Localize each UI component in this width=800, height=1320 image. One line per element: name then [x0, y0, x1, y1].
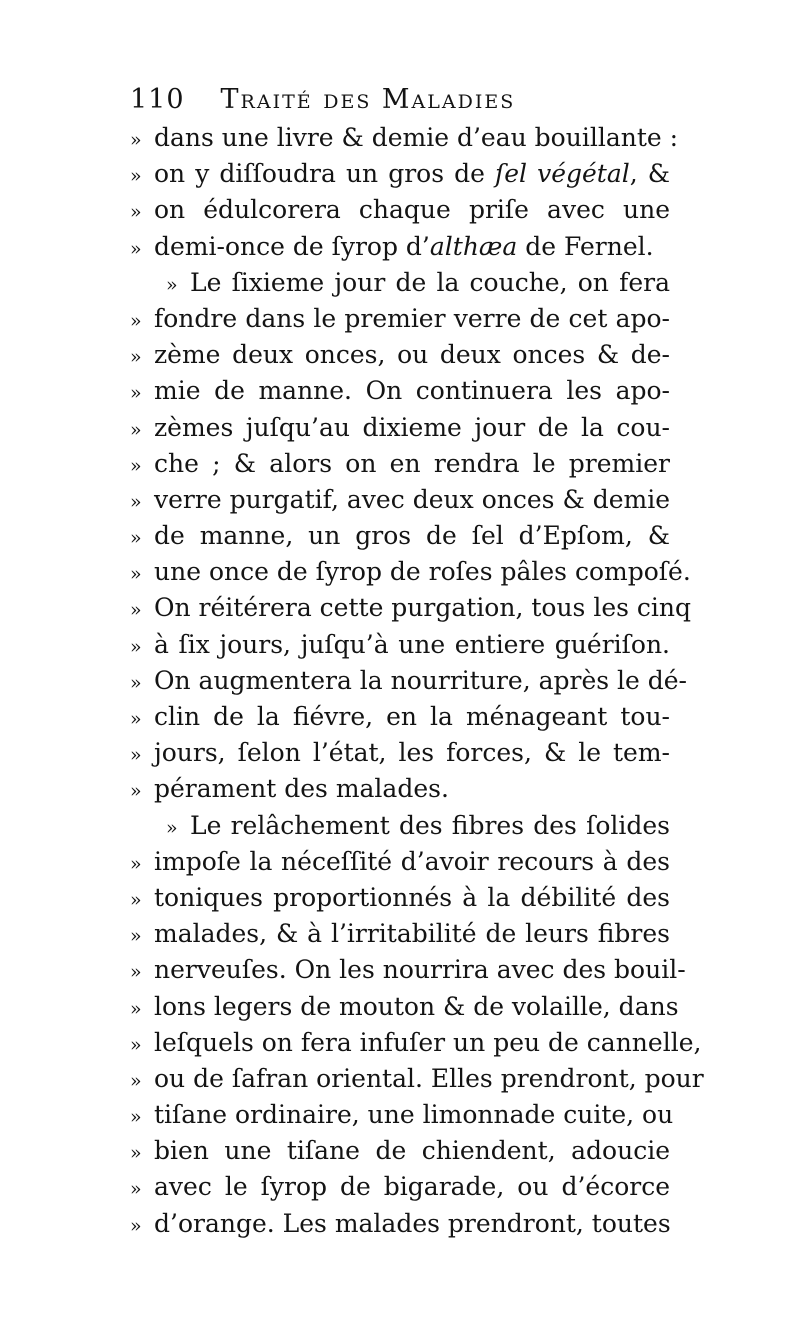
quotation-mark: » — [130, 1069, 142, 1092]
quotation-mark: » — [130, 997, 142, 1020]
text-line — [130, 916, 670, 952]
line-text: dans une livre & demie d’eau bouillante : — [154, 123, 679, 152]
quotation-mark: » — [130, 1142, 142, 1165]
line-text: on édulcorera chaque priſe avec une — [154, 195, 670, 225]
line-text: malades, & à l’irritabilité de leurs fibres — [154, 919, 670, 949]
line-text: fondre dans le premier verre de cet apo- — [154, 303, 670, 333]
quotation-mark: » — [130, 165, 142, 188]
text-line — [130, 663, 687, 699]
quotation-mark: » — [130, 309, 142, 332]
text-line — [130, 410, 670, 446]
text-line — [130, 229, 670, 265]
text-line — [130, 989, 679, 1025]
line-text: Le ſixieme jour de la couche, on fera — [190, 267, 670, 297]
line-text: zèmes juſqu’au dixieme jour de la cou- — [154, 412, 670, 442]
text-line — [130, 1097, 674, 1133]
quotation-mark: » — [130, 708, 142, 730]
quotation-mark: » — [130, 527, 142, 550]
line-text: nerveuſes. On les nourrira avec des bouil- — [154, 955, 686, 985]
text-line — [130, 120, 679, 156]
quotation-mark: » — [130, 454, 142, 477]
line-text: bien une tiſane de chiendent, adoucie — [154, 1136, 670, 1166]
text-line — [130, 1133, 670, 1169]
quotation-mark: » — [130, 563, 142, 586]
line-text: jours, ſelon l’état, les forces, & le tem- — [154, 738, 670, 768]
text-line — [130, 735, 670, 771]
line-text: che ; & alors on en rendra le premier — [154, 448, 670, 478]
text-line — [130, 627, 670, 663]
quotation-mark: » — [130, 346, 142, 369]
quotation-mark: » — [166, 273, 178, 296]
text-line — [130, 590, 691, 626]
text-line — [130, 952, 686, 988]
text-line — [130, 373, 670, 409]
line-text: zème deux onces, ou deux onces & de- — [154, 340, 670, 370]
quotation-mark: » — [130, 599, 142, 622]
text-line — [130, 156, 670, 192]
text-line — [130, 482, 670, 518]
line-text: leſquels on fera infuſer un peu de cannelle, — [154, 1027, 702, 1057]
quotation-mark: » — [130, 852, 142, 875]
text-line — [130, 554, 691, 590]
page-number: 110 — [130, 84, 185, 115]
line-text-tail: , & — [629, 159, 670, 189]
quotation-mark: » — [130, 671, 142, 694]
text-line — [130, 192, 670, 228]
quotation-mark: » — [130, 744, 142, 767]
quotation-mark: » — [130, 201, 142, 224]
line-text: impoſe la néceſſité d’avoir recours à des — [154, 846, 670, 876]
quotation-mark: » — [130, 382, 142, 405]
line-text: clin de la fiévre, en la ménageant tou- — [154, 702, 670, 731]
quotation-mark: » — [130, 925, 142, 948]
line-text: de manne, un gros de ſel d’Epſom, & — [154, 521, 670, 551]
quotation-mark: » — [130, 490, 142, 513]
quotation-mark: » — [130, 635, 142, 658]
text-line — [130, 337, 670, 373]
line-text: à ſix jours, juſqu’à une entiere guériſon. — [154, 629, 670, 659]
text-line — [130, 699, 670, 735]
line-text: une once de ſyrop de roſes pâles compoſé. — [154, 557, 691, 587]
text-line — [130, 771, 670, 807]
italic-term: ſel végétal — [494, 159, 630, 189]
line-text: ou de ſafran oriental. Elles prendront, pour — [154, 1063, 704, 1093]
italic-term: althæa — [429, 231, 518, 261]
line-text: pérament des malades. — [154, 774, 449, 804]
quotation-mark: » — [130, 1214, 142, 1237]
line-text: On augmentera la nourriture, après le dé- — [154, 665, 687, 695]
text-line — [130, 808, 670, 844]
line-text: mie de manne. On continuera les apo- — [154, 376, 670, 406]
quotation-mark: » — [166, 816, 178, 839]
body-text — [130, 120, 704, 1242]
line-text-tail: de Fernel. — [517, 231, 654, 261]
running-title: Traité des Maladies — [220, 84, 516, 115]
quotation-mark: » — [130, 418, 142, 441]
text-line — [130, 301, 670, 337]
line-text: lons legers de mouton & de volaille, dans — [154, 991, 679, 1021]
line-text: toniques proportionnés à la débilité des — [154, 882, 670, 912]
text-line — [130, 518, 670, 554]
quotation-mark: » — [130, 780, 142, 803]
line-text: avec le ſyrop de bigarade, ou d’écorce — [154, 1172, 670, 1202]
line-text: tiſane ordinaire, une limonnade cuite, ou — [154, 1100, 674, 1130]
running-header — [130, 78, 690, 122]
text-line — [130, 446, 670, 482]
text-line — [130, 265, 670, 301]
text-line — [130, 1025, 702, 1061]
text-line — [130, 1206, 670, 1242]
quotation-mark: » — [130, 129, 142, 151]
line-text: On réitérera cette purgation, tous les cinq — [154, 593, 691, 623]
line-text: demi-once de ſyrop d’ — [154, 231, 430, 261]
quotation-mark: » — [130, 1178, 142, 1201]
quotation-mark: » — [130, 1106, 142, 1129]
line-text: d’orange. Les malades prendront, toutes — [154, 1208, 671, 1238]
quotation-mark: » — [130, 1033, 142, 1056]
line-text: on y diſſoudra un gros de — [154, 159, 495, 189]
quotation-mark: » — [130, 888, 142, 911]
text-line — [130, 844, 670, 880]
line-text: Le relâchement des fibres des ſolides — [190, 810, 670, 840]
quotation-mark: » — [130, 961, 142, 984]
text-line — [130, 1169, 670, 1205]
line-text: verre purgatif, avec deux onces & demie — [154, 484, 670, 514]
quotation-mark: » — [130, 237, 142, 260]
text-line — [130, 1061, 704, 1097]
text-line — [130, 880, 670, 916]
